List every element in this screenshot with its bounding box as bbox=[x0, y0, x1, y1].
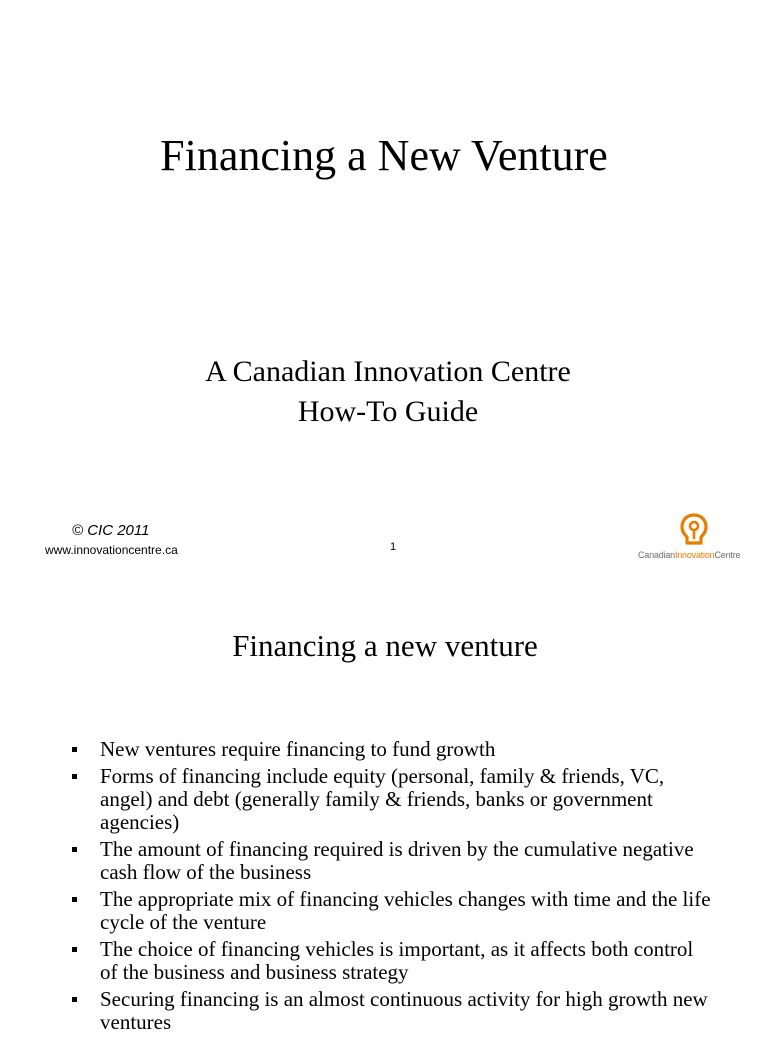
slide-subtitle bbox=[0, 352, 768, 432]
bullet-item bbox=[72, 765, 712, 834]
cic-logo bbox=[634, 508, 754, 564]
bullet-text: New ventures require financing to fund growth bbox=[100, 737, 496, 761]
subtitle-line-2: How-To Guide bbox=[297, 395, 479, 428]
bullet-marker bbox=[72, 997, 77, 1002]
bullet-marker bbox=[72, 774, 77, 779]
bullet-marker bbox=[72, 897, 77, 902]
subtitle-line-1: A Canadian Innovation Centre bbox=[205, 355, 571, 388]
slide-title: Financing a New Venture bbox=[160, 131, 608, 180]
bullet-item bbox=[72, 938, 712, 984]
website-link[interactable]: www.innovationcentre.ca bbox=[45, 543, 178, 557]
bullet-item bbox=[72, 888, 712, 934]
bullet-item bbox=[72, 738, 712, 761]
bullet-item bbox=[72, 838, 712, 884]
bullet-marker bbox=[72, 847, 77, 852]
bullet-text: Forms of financing include equity (personal, family & friends, VC, angel) and debt (generally family & friends, banks or government agencies) bbox=[100, 764, 665, 834]
content-slide bbox=[0, 582, 768, 1034]
logo-word-canadian: Canadian bbox=[638, 550, 675, 560]
page-number: 1 bbox=[390, 541, 397, 553]
slide-heading: Financing a new venture bbox=[232, 628, 538, 663]
bullet-text: Securing financing is an almost continuous activity for high growth new ventures bbox=[100, 987, 708, 1034]
logo-wordmark bbox=[638, 550, 740, 560]
bullet-text: The choice of financing vehicles is important, as it affects both control of the business and business strategy bbox=[100, 937, 694, 984]
logo-word-innovation: Innovation bbox=[674, 550, 715, 560]
logo-word-centre: Centre bbox=[714, 550, 741, 560]
copyright-notice: © CIC 2011 bbox=[72, 522, 150, 539]
bullet-list bbox=[72, 738, 712, 1038]
bullet-marker bbox=[72, 747, 77, 752]
head-lightbulb-icon bbox=[678, 512, 710, 546]
bullet-marker bbox=[72, 947, 77, 952]
bullet-item bbox=[72, 988, 712, 1034]
bullet-text: The amount of financing required is driven by the cumulative negative cash flow of the business bbox=[100, 837, 694, 884]
bullet-text: The appropriate mix of financing vehicles changes with time and the life cycle of the venture bbox=[100, 887, 711, 934]
